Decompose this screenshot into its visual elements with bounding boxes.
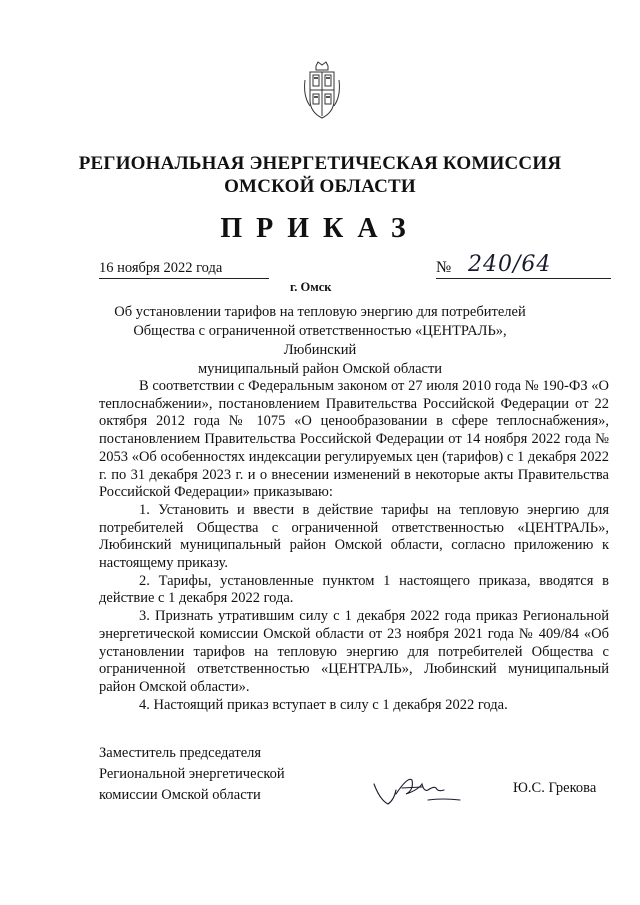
position-line: Региональной энергетической xyxy=(99,766,285,782)
document-type-title: ПРИКАЗ xyxy=(220,213,420,244)
position-line: комиссии Омской области xyxy=(99,787,261,803)
organization-region: ОМСКОЙ ОБЛАСТИ xyxy=(224,176,416,197)
order-body xyxy=(99,378,609,714)
subject-line: Об установлении тарифов на тепловую энергию для потребителей xyxy=(114,304,526,320)
order-number-handwritten: 240/64 xyxy=(468,252,552,277)
position-line: Заместитель председателя xyxy=(99,745,262,761)
body-paragraph-item-2: 2. Тарифы, установленные пунктом 1 настоящего приказа, вводятся в действие с 1 декабря 2022 года. xyxy=(99,572,609,607)
subject-line: муниципальный район Омской области xyxy=(197,361,443,377)
number-sign: № xyxy=(436,259,452,276)
order-number-field xyxy=(436,252,611,279)
signatory-name: Ю.С. Грекова xyxy=(513,780,597,796)
city-label: г. Омск xyxy=(290,280,332,294)
body-paragraph-item-4: 4. Настоящий приказ вступает в силу с 1 декабря 2022 года. xyxy=(139,696,508,713)
body-paragraph-item-1: 1. Установить и ввести в действие тарифы на тепловую энергию для потребителей Общества с ограниченной ответственностью «ЦЕНТРАЛЬ», Любинский муниципальный район Омской области, согласно приложению к настоящему приказу. xyxy=(99,501,609,572)
handwritten-signature-icon xyxy=(372,770,462,810)
body-paragraph-item-3: 3. Признать утратившим силу с 1 декабря 2022 года приказ Региональной энергетической комиссии Омской области от 23 ноября 2021 года № 409/84 «Об установлении тарифов на тепловую энергию для потребителей Общества с ограниченной ответственностью «ЦЕНТРАЛЬ», Любинский муниципальный район Омской области». xyxy=(99,608,609,695)
order-date: 16 ноября 2022 года xyxy=(99,260,269,279)
coat-of-arms-icon xyxy=(302,60,342,122)
body-paragraph-preamble: В соответствии с Федеральным законом от 27 июля 2010 года № 190-ФЗ «О теплоснабжении», постановлением Правительства Российской Федерации от 22 октября 2012 года № 1075 «О ценообразовании в сфере теплоснабжения», постановлением Правительства Российской Федерации от 14 ноября 2022 года № 2053 «Об особенностях индексации регулируемых цен (тарифов) с 1 декабря 2022 г. по 31 декабря 2023 г. и о внесении изменений в некоторые акты Правительства Российской Федерации» приказываю: xyxy=(99,378,609,501)
organization-name: РЕГИОНАЛЬНАЯ ЭНЕРГЕТИЧЕСКАЯ КОМИССИЯ xyxy=(78,153,562,174)
signatory-position xyxy=(99,743,285,806)
order-subject xyxy=(110,303,530,379)
subject-line: Общества с ограниченной ответственностью «ЦЕНТРАЛЬ», Любинский xyxy=(133,323,507,358)
